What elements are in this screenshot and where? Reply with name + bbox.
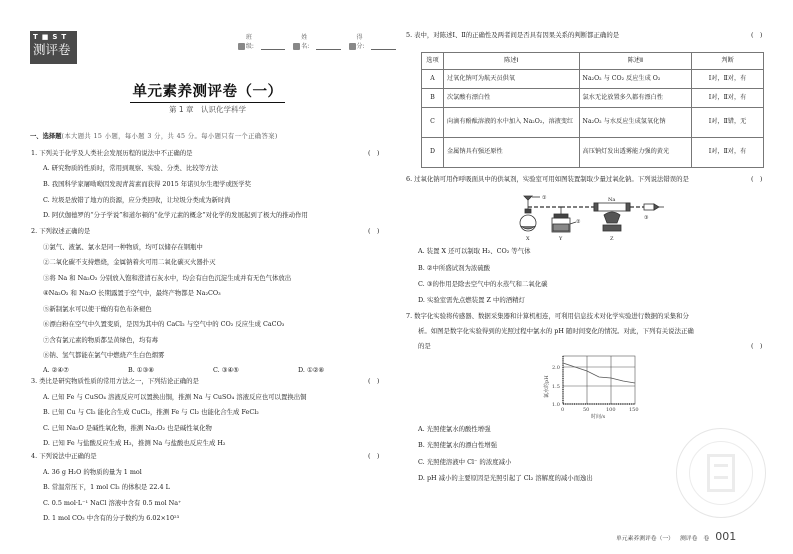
q1-option-d[interactable]: D. 阿伏伽德罗的“分子学说”和道尔顿的“化学元素的概念”对化学的发展起到了极大的推动作用: [43, 211, 308, 219]
q6-option-b[interactable]: B. ②中所盛试剂为浓硫酸: [418, 264, 491, 272]
ph-line: [563, 363, 635, 383]
x-tick: 150: [629, 407, 639, 413]
section-heading: [30, 131, 278, 140]
table-cell: 氯水无论放置多久都有漂白性: [579, 89, 692, 108]
answer-bracket-6[interactable]: ( ): [751, 175, 763, 183]
q2-statement-1: ①氯气、液氯、氯水是同一种物质，均可以储存在钢瓶中: [43, 243, 203, 251]
table-cell: Ⅰ对，Ⅱ对，有: [692, 89, 764, 108]
class-blank[interactable]: [261, 44, 286, 50]
stamp-glyph-icon: [707, 454, 735, 492]
question-5-stem: 5. 表中，对陈述Ⅰ、Ⅱ的正确性及两者间是否具有因果关系的判断都正确的是: [406, 31, 620, 39]
y-axis-label: 氯水的pH: [544, 375, 550, 398]
table-cell: 次氯酸有漂白性: [443, 89, 579, 108]
class-label: 班级:: [245, 34, 254, 50]
q2-option-b[interactable]: B. ①③⑧: [128, 366, 154, 374]
chapter-subtitle: 第 1 章 认识化学科学: [168, 105, 247, 114]
x-tick: 0: [561, 407, 565, 413]
question-7-stem-line-1: 7. 数字化实验将传感器、数据采集器和计算机相连，可利用信息技术对化学实验进行数据的采集和分: [406, 312, 689, 320]
q6-option-c[interactable]: C. ③的作用是除去空气中的水蒸气和二氧化碳: [418, 280, 548, 288]
q6-option-d[interactable]: D. 实验室需先点燃装置 Z 中的酒精灯: [418, 296, 525, 304]
publisher-stamp-icon: [676, 428, 766, 518]
q2-statement-6: ⑥漂白粉在空气中久置变质，是因为其中的 CaCl₂ 与空气中的 CO₂ 反应生成 CaCO₃: [43, 320, 285, 328]
right-column: [396, 0, 793, 554]
logo-main-text: 测评卷: [33, 42, 71, 57]
q2-statement-5: ⑤新制氯水可以使干燥的有色布条褪色: [43, 305, 152, 313]
q2-statement-3: ③将 Na 和 Na₂O₂ 分别放入饱和澄清石灰水中，均会有白色沉淀生成并有无色气体放出: [43, 274, 292, 282]
question-4-stem: 4. 下列说法中正确的是: [31, 452, 97, 460]
label-y: Y: [559, 236, 563, 242]
q4-option-d[interactable]: D. 1 mol CO₂ 中含有的分子数约为 6.02×10²³: [43, 514, 180, 522]
name-blank[interactable]: [316, 44, 341, 50]
q2-option-a[interactable]: A. ②④⑦: [43, 366, 69, 374]
table-cell: 金属钠具有强还原性: [443, 138, 579, 168]
x-tick: 100: [606, 407, 616, 413]
q7-option-d[interactable]: D. pH 减小的主要原因是光照引起了 Cl₂ 溶解度的减小而逸出: [418, 474, 593, 482]
table-header-row: [422, 53, 764, 70]
q1-option-c[interactable]: C. 垃圾是放错了地方的资源，应分类回收，让垃圾分类成为新时尚: [43, 196, 231, 204]
left-column: [0, 0, 396, 554]
table-cell: 过氧化钠可为航天员供氧: [443, 70, 579, 89]
label-x: X: [526, 236, 530, 242]
table-header: 陈述Ⅰ: [443, 53, 579, 70]
q2-statement-7: ⑦含有氯元素的物质都呈黄绿色，均有毒: [43, 336, 159, 344]
class-icon: [238, 43, 245, 50]
q7-option-c[interactable]: C. 光照使溶液中 Cl⁻ 的浓度减小: [418, 458, 512, 466]
table-row: [422, 70, 764, 89]
page-title: 单元素养测评卷（一）: [130, 80, 285, 103]
answer-bracket-2[interactable]: ( ): [368, 227, 380, 235]
name-label: 姓名:: [301, 34, 310, 50]
table-cell: Ⅰ对，Ⅱ对，有: [692, 138, 764, 168]
q3-option-d[interactable]: D. 已知 Fe 与盐酸反应生成 H₂，推测 Na 与盐酸也反应生成 H₂: [43, 439, 226, 447]
table-cell: Ⅰ对，Ⅱ错，无: [692, 108, 764, 138]
question-1-stem: 1. 下列关于化学及人类社会发展历程的说法中不正确的是: [31, 149, 193, 157]
footer-title: 单元素养测评卷（一）: [616, 536, 674, 542]
table-cell: A: [422, 70, 444, 89]
q7-option-b[interactable]: B. 光照使氯水的漂白性增强: [418, 441, 498, 449]
table-cell: B: [422, 89, 444, 108]
q2-option-d[interactable]: D. ①②⑧: [298, 366, 325, 374]
table-cell: Ⅰ对，Ⅱ对，有: [692, 70, 764, 89]
x-tick: 50: [583, 407, 590, 413]
table-cell: D: [422, 138, 444, 168]
ph-time-chart: [528, 350, 648, 420]
q2-options: [43, 366, 383, 374]
q4-option-a[interactable]: A. 36 g H₂O 的物质的量为 1 mol: [43, 468, 142, 476]
q4-option-b[interactable]: B. 常温常压下，1 mol Cl₂ 的体积是 22.4 L: [43, 483, 170, 491]
q2-option-c[interactable]: C. ③④⑤: [213, 366, 239, 374]
question-6-stem: 6. 过氧化钠可用作呼吸面具中的供氧剂，实验室可用如图装置制取少量过氧化钠。下列说法错误的是: [406, 175, 689, 183]
q7-option-a[interactable]: A. 光照使氯水的酸性增强: [418, 425, 491, 433]
footer-label: 测评卷: [679, 536, 698, 542]
q1-option-b[interactable]: B. 我国科学家屠呦呦因发现青蒿素而获得 2015 年诺贝尔生理学或医学奖: [43, 180, 252, 188]
x-axis-label: 时间/s: [591, 414, 606, 420]
logo-top-text: T■ST: [33, 33, 71, 41]
table-cell: 高压钠灯发出透雾能力强的黄光: [579, 138, 692, 168]
table-cell: Na₂O₂ 与 CO₂ 反应生成 O₂: [579, 70, 692, 89]
table-cell: C: [422, 108, 444, 138]
answer-bracket-4[interactable]: ( ): [368, 452, 380, 460]
score-icon: [349, 43, 356, 50]
table-row: [422, 89, 764, 108]
y-tick: 1.5: [552, 384, 560, 390]
question-7-stem-line-3: 的是: [418, 342, 431, 350]
lab-apparatus-diagram: [496, 190, 666, 245]
footer-prefix: 卷: [703, 536, 710, 542]
label-z: Z: [610, 236, 614, 242]
q5-table: [421, 52, 764, 168]
question-2-stem: 2. 下列叙述正确的是: [31, 227, 91, 235]
answer-bracket-5[interactable]: ( ): [751, 31, 763, 39]
table-row: [422, 108, 764, 138]
q4-option-c[interactable]: C. 0.5 mol·L⁻¹ NaCl 溶液中含有 0.5 mol Na⁺: [43, 499, 182, 507]
q3-option-c[interactable]: C. 已知 Na₂O 是碱性氧化物，推测 Na₂O₂ 也是碱性氧化物: [43, 424, 212, 432]
table-cell: 向滴有酚酞溶液的水中加入 Na₂O₂，溶液变红: [443, 108, 579, 138]
test-logo: [30, 31, 77, 62]
q6-option-a[interactable]: A. 装置 X 还可以制取 H₂、CO₂ 等气体: [418, 247, 531, 255]
question-3-stem: 3. 类比是研究物质性质的常用方法之一，下列结论正确的是: [31, 377, 199, 385]
q3-option-b[interactable]: B. 已知 Cu 与 Cl₂ 能化合生成 CuCl₂，推测 Fe 与 Cl₂ 也能化合生成 FeCl₂: [43, 408, 259, 416]
question-7-stem-line-2: 析。如图是数字化实验得到的光照过程中氯水的 pH 随时间变化的情况。对此，下列有关说法正确: [418, 327, 694, 335]
table-header: 选项: [422, 53, 444, 70]
label-circle-3: ③: [644, 215, 649, 221]
q2-statement-2: ②二氧化碳不支持燃烧，金属钠着火可用二氧化碳灭火器扑灭: [43, 258, 216, 266]
score-blank[interactable]: [371, 44, 396, 50]
logo-underline: [30, 62, 77, 64]
name-icon: [293, 43, 300, 50]
table-header: 陈述Ⅱ: [579, 53, 692, 70]
answer-bracket-7[interactable]: ( ): [751, 342, 763, 350]
label-circle-1: ①: [542, 195, 547, 201]
y-tick: 1.0: [552, 402, 560, 408]
table-row: [422, 138, 764, 168]
label-na: Na: [608, 197, 616, 203]
class-field[interactable]: [238, 32, 285, 50]
label-circle-2: ②: [576, 219, 581, 225]
table-cell: Na₂O₂ 与水反应生成氢氧化钠: [579, 108, 692, 138]
answer-bracket-1[interactable]: ( ): [368, 149, 380, 157]
section-title: 一、选择题: [30, 133, 62, 140]
page-number: 001: [715, 530, 737, 543]
score-label: 得分:: [356, 34, 365, 50]
student-info-fields: [238, 32, 396, 50]
y-tick: 2.0: [552, 365, 560, 371]
score-field[interactable]: [349, 32, 396, 50]
page-footer: [616, 530, 736, 543]
q2-statement-8: ⑧钠、氢气都能在氯气中燃烧产生白色烟雾: [43, 351, 165, 359]
table-header: 判断: [692, 53, 764, 70]
q1-option-a[interactable]: A. 研究物质的性质时，常用到观察、实验、分类、比较等方法: [43, 164, 218, 172]
name-field[interactable]: [293, 32, 340, 50]
section-note: (本大题共 15 小题，每小题 3 分，共 45 分。每小题只有一个正确答案): [61, 133, 278, 140]
q2-statement-4: ④Na₂O₂ 和 Na₂O 长期露置于空气中，最终产物都是 Na₂CO₃: [43, 289, 221, 297]
q3-option-a[interactable]: A. 已知 Fe 与 CuSO₄ 溶液反应可以置换出铜，推测 Na 与 CuSO₄ 溶液反应也可以置换出铜: [43, 393, 307, 401]
answer-bracket-3[interactable]: ( ): [368, 377, 380, 385]
